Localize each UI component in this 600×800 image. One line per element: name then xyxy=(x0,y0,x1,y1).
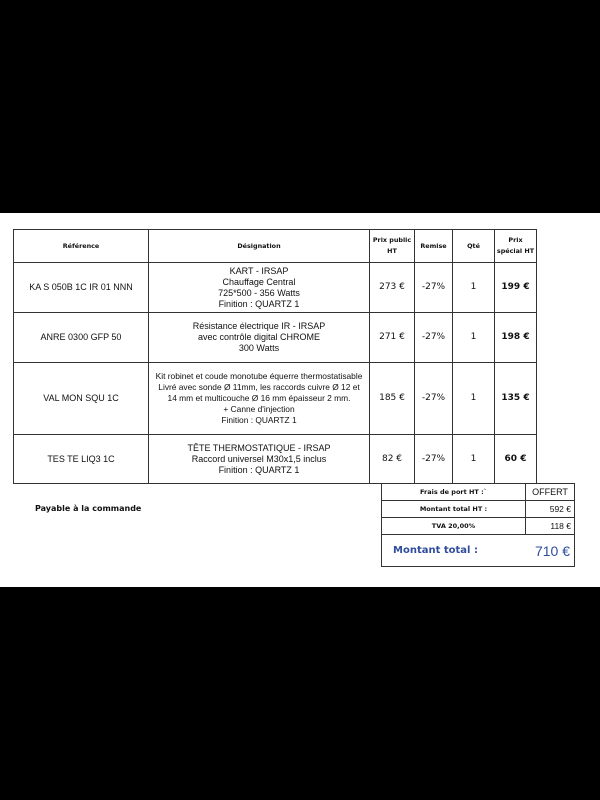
summary-row-total xyxy=(382,535,575,567)
quote-table xyxy=(13,229,537,484)
shipping-label: Frais de port HT :` xyxy=(382,484,526,501)
designation-line: avec contrôle digital CHROME xyxy=(197,332,321,342)
designation-line: Finition : QUARTZ 1 xyxy=(218,464,300,475)
cell-remise: -27% xyxy=(415,263,453,313)
table-row xyxy=(14,313,537,363)
tva-label: TVA 20,00% xyxy=(382,518,526,535)
cell-reference: ANRE 0300 GFP 50 xyxy=(14,313,149,363)
designation-line: Finition : QUARTZ 1 xyxy=(221,415,297,425)
cell-prix-special: 60 € xyxy=(495,435,537,484)
cell-remise: -27% xyxy=(415,435,453,484)
cell-qte: 1 xyxy=(453,363,495,435)
header-qte: Qté xyxy=(453,230,495,263)
designation-line: TÊTE THERMOSTATIQUE - IRSAP xyxy=(187,442,331,453)
summary-row-tva xyxy=(382,518,575,535)
designation-line: Finition : QUARTZ 1 xyxy=(218,298,300,309)
designation-line: 14 mm et multicouche Ø 16 mm épaisseur 2 mm. xyxy=(167,393,351,403)
header-prix-public: Prix public HT xyxy=(370,230,415,263)
cell-reference: KA S 050B 1C IR 01 NNN xyxy=(14,263,149,313)
shipping-value: OFFERT xyxy=(526,484,575,501)
header-remise: Remise xyxy=(415,230,453,263)
header-designation: Désignation xyxy=(149,230,370,263)
cell-remise: -27% xyxy=(415,313,453,363)
table-row xyxy=(14,363,537,435)
total-value: 710 € xyxy=(526,535,575,567)
cell-prix-public: 82 € xyxy=(370,435,415,484)
cell-reference: VAL MON SQU 1C xyxy=(14,363,149,435)
cell-designation xyxy=(149,363,370,435)
summary-row-total-ht xyxy=(382,501,575,518)
cell-designation xyxy=(149,263,370,313)
cell-remise: -27% xyxy=(415,363,453,435)
designation-line: 725*500 - 356 Watts xyxy=(218,287,300,298)
cell-qte: 1 xyxy=(453,313,495,363)
designation-line: Kit robinet et coude monotube équerre thermostatisable xyxy=(155,371,363,381)
summary-row-shipping xyxy=(382,484,575,501)
cell-prix-special: 199 € xyxy=(495,263,537,313)
designation-line: + Canne d'injection xyxy=(223,404,295,414)
cell-prix-special: 135 € xyxy=(495,363,537,435)
cell-reference: TES TE LIQ3 1C xyxy=(14,435,149,484)
designation-line: KART - IRSAP xyxy=(229,265,289,276)
header-prix-special: Prix spécial HT xyxy=(495,230,537,263)
designation-line: Raccord universel M30x1,5 inclus xyxy=(191,453,327,464)
cell-qte: 1 xyxy=(453,263,495,313)
designation-line: 300 Watts xyxy=(238,343,280,353)
designation-line: Livré avec sonde Ø 11mm, les raccords cuivre Ø 12 et xyxy=(158,382,360,392)
tva-value: 118 € xyxy=(526,518,575,535)
total-ht-label: Montant total HT : xyxy=(382,501,526,518)
total-ht-value: 592 € xyxy=(526,501,575,518)
quote-page xyxy=(0,213,600,587)
cell-designation xyxy=(149,435,370,484)
designation-line: Résistance électrique IR - IRSAP xyxy=(192,321,326,331)
total-label: Montant total : xyxy=(382,535,526,567)
cell-designation xyxy=(149,313,370,363)
cell-prix-public: 273 € xyxy=(370,263,415,313)
table-row xyxy=(14,435,537,484)
table-row xyxy=(14,263,537,313)
header-reference: Référence xyxy=(14,230,149,263)
cell-prix-special: 198 € xyxy=(495,313,537,363)
table-header-row xyxy=(14,230,537,263)
summary-table xyxy=(381,483,575,567)
cell-prix-public: 271 € xyxy=(370,313,415,363)
designation-line: Chauffage Central xyxy=(222,276,296,287)
payment-note: Payable à la commande xyxy=(35,504,142,513)
cell-prix-public: 185 € xyxy=(370,363,415,435)
cell-qte: 1 xyxy=(453,435,495,484)
